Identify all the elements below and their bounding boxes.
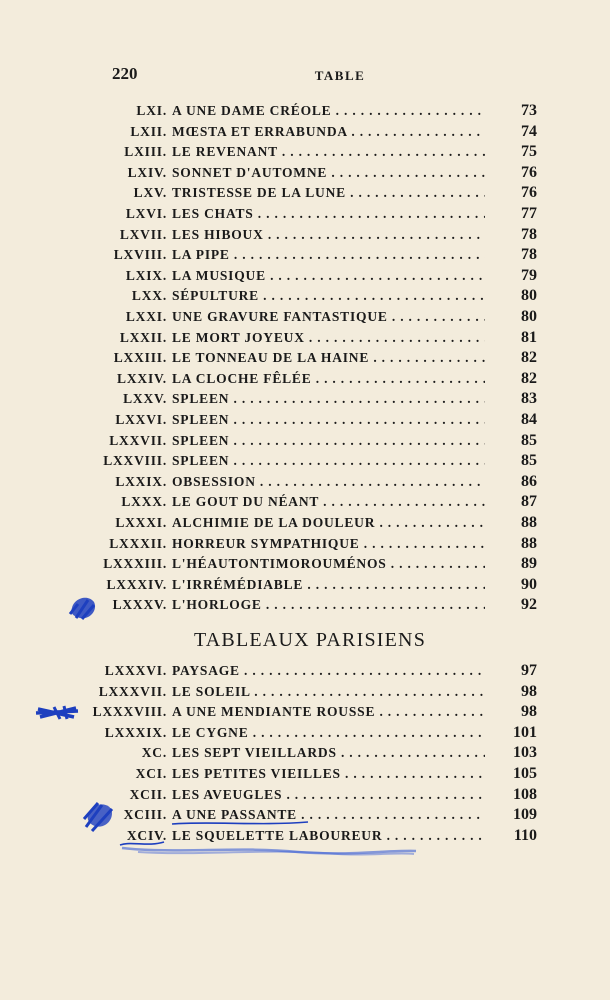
entry-number: LXIX. — [125, 267, 167, 283]
entry-title: LES AVEUGLES . . . — [172, 787, 485, 803]
entry-number: XCIV. — [126, 827, 167, 843]
entry-page: 103 — [513, 744, 537, 762]
entry-number: LXXXI. — [115, 515, 167, 530]
entry-title: LES PETITES VIEILLES . . . — [172, 766, 485, 782]
entry-number: LXXXIX. — [104, 724, 167, 740]
toc-entry — [0, 165, 610, 185]
toc-entry — [0, 474, 610, 494]
entry-page: 98 — [521, 682, 537, 700]
entry-number: LXVII. — [119, 226, 167, 242]
toc-entry — [0, 433, 610, 453]
entry-number: LXV. — [133, 185, 167, 201]
toc-entry — [0, 745, 610, 765]
entry-page: 82 — [521, 349, 537, 367]
entry-page: 97 — [521, 662, 537, 679]
toc-entry — [0, 391, 610, 411]
entry-number: XC. — [141, 745, 167, 761]
entry-page: 80 — [521, 287, 537, 305]
entry-number: LXXVI. — [115, 412, 167, 427]
entry-page: 110 — [513, 826, 537, 844]
entry-number: LXXIII. — [113, 350, 167, 366]
toc-entry — [0, 536, 610, 556]
entry-number: LXIII. — [124, 144, 167, 160]
toc-entry — [0, 663, 610, 683]
entry-page: 92 — [521, 596, 537, 614]
entry-page: 76 — [521, 184, 537, 202]
entry-page: 76 — [521, 163, 537, 181]
entry-title: A UNE DAME CRÉOLE . . . — [172, 103, 485, 119]
entry-page: 101 — [513, 723, 537, 741]
toc-entry — [0, 828, 610, 848]
entry-number: LXXII. — [119, 329, 167, 345]
entry-title: SPLEEN . . . — [172, 453, 485, 469]
entry-number: LXVI. — [125, 206, 167, 221]
entry-page: 73 — [521, 102, 537, 119]
entry-page: 77 — [521, 205, 537, 222]
entry-number: LXII. — [130, 123, 167, 139]
toc-entry — [0, 309, 610, 329]
toc-entry — [0, 288, 610, 308]
entry-page: 88 — [521, 534, 537, 552]
entry-title: SONNET D'AUTOMNE . . . — [172, 165, 485, 181]
entry-number: LXXI. — [125, 309, 167, 324]
entry-page: 81 — [521, 328, 537, 346]
entry-title: LE REVENANT . . . — [172, 144, 485, 160]
entry-page: 82 — [521, 369, 537, 387]
entry-title: UNE GRAVURE FANTASTIQUE . . . — [172, 309, 485, 325]
entry-title: TRISTESSE DE LA LUNE . . . — [172, 185, 485, 201]
entry-number: LXXV. — [123, 391, 167, 407]
entry-title: A UNE PASSANTE . . . — [172, 807, 485, 823]
entry-number: LXXXIV. — [106, 576, 167, 592]
entry-page: 74 — [521, 122, 537, 140]
running-head: TABLE — [314, 68, 366, 83]
entry-page: 90 — [521, 575, 537, 593]
toc-entry — [0, 185, 610, 205]
page-number: 220 — [112, 64, 138, 83]
toc-entry — [0, 577, 610, 597]
entry-title: LA CLOCHE FÊLÉE . . . — [172, 371, 485, 387]
toc-entry — [0, 206, 610, 226]
entry-title: PAYSAGE . . . — [172, 663, 485, 679]
entry-title: LE GOUT DU NÉANT . . . — [172, 494, 485, 510]
entry-page: 79 — [521, 266, 537, 284]
entry-title: LE SQUELETTE LABOUREUR . . . — [172, 828, 485, 844]
entry-title: LE CYGNE . . . — [172, 725, 485, 741]
toc-entry — [0, 704, 610, 724]
entry-page: 88 — [521, 514, 537, 531]
entry-title: L'HORLOGE . . . — [172, 597, 485, 613]
entry-title: LES SEPT VIEILLARDS . . . — [172, 745, 485, 761]
entry-number: LXXIX. — [115, 473, 167, 489]
entry-title: LE TONNEAU DE LA HAINE . . . — [172, 350, 485, 366]
entry-title: OBSESSION . . . — [172, 474, 485, 490]
entry-number: LXI. — [136, 103, 167, 118]
toc-entry — [0, 494, 610, 514]
toc-entry — [0, 247, 610, 267]
toc-entry — [0, 807, 610, 827]
entry-number: LXXXVI. — [104, 663, 167, 678]
entry-number: LXXVIII. — [103, 453, 167, 469]
toc-entry — [0, 787, 610, 807]
entry-number: LXXXII. — [109, 535, 167, 551]
entry-title: LA MUSIQUE . . . — [172, 268, 485, 284]
entry-page: 78 — [521, 225, 537, 243]
entry-title: L'HÉAUTONTIMOROUMÉNOS . . . — [172, 556, 485, 572]
toc-entry — [0, 597, 610, 617]
toc-entry — [0, 103, 610, 123]
entry-number: LXXXIII. — [103, 556, 167, 572]
entry-number: LXXXV. — [112, 597, 167, 613]
entry-page: 89 — [521, 555, 537, 573]
entry-page: 85 — [521, 452, 537, 470]
entry-title: LA PIPE . . . — [172, 247, 485, 263]
entry-page: 75 — [521, 143, 537, 161]
toc-entry — [0, 412, 610, 432]
section-heading: TABLEAUX PARISIENS — [193, 629, 427, 651]
entry-number: LXX. — [131, 288, 167, 304]
entry-number: XCIII. — [123, 807, 167, 823]
entry-number: LXXXVIII. — [92, 704, 167, 720]
entry-page: 80 — [521, 308, 537, 325]
entry-title: L'IRRÉMÉDIABLE . . . — [172, 577, 485, 593]
entry-page: 87 — [521, 493, 537, 511]
toc-entry — [0, 144, 610, 164]
toc-entry — [0, 766, 610, 786]
toc-entry — [0, 684, 610, 704]
entry-page: 85 — [521, 431, 537, 449]
toc-entry — [0, 268, 610, 288]
entry-number: LXVIII. — [113, 247, 167, 263]
entry-number: XCI. — [135, 766, 167, 781]
toc-entry — [0, 227, 610, 247]
entry-title: LE SOLEIL . . . — [172, 684, 485, 700]
entry-title: SPLEEN . . . — [172, 412, 485, 428]
entry-title: MŒSTA ET ERRABUNDA . . . — [172, 124, 485, 140]
toc-entry — [0, 350, 610, 370]
entry-title: SPLEEN . . . — [172, 433, 485, 449]
entry-page: 109 — [513, 806, 537, 824]
entry-title: LE MORT JOYEUX . . . — [172, 330, 485, 346]
entry-page: 98 — [521, 703, 537, 721]
entry-number: LXIV. — [127, 164, 167, 180]
entry-page: 78 — [521, 246, 537, 264]
entry-title: SPLEEN . . . — [172, 391, 485, 407]
entry-number: XCII. — [129, 786, 167, 802]
entry-page: 86 — [521, 472, 537, 490]
entry-title: A UNE MENDIANTE ROUSSE . . . — [172, 704, 485, 720]
toc-entry — [0, 371, 610, 391]
entry-page: 105 — [513, 765, 537, 782]
toc-entry — [0, 124, 610, 144]
entry-title: SÉPULTURE . . . — [172, 288, 485, 304]
entry-number: LXXIV. — [117, 370, 167, 386]
entry-title: LES HIBOUX . . . — [172, 227, 485, 243]
toc-entry — [0, 330, 610, 350]
entry-page: 108 — [513, 785, 537, 803]
entry-number: LXXX. — [121, 494, 167, 510]
toc-entry — [0, 453, 610, 473]
entry-page: 84 — [521, 411, 537, 428]
toc-entry — [0, 725, 610, 745]
entry-page: 83 — [521, 390, 537, 408]
entry-title: HORREUR SYMPATHIQUE . . . — [172, 536, 485, 552]
entry-number: LXXXVII. — [98, 683, 167, 699]
entry-number: LXXVII. — [109, 432, 167, 448]
toc-entry — [0, 556, 610, 576]
toc-entry — [0, 515, 610, 535]
entry-title: ALCHIMIE DE LA DOULEUR . . . — [172, 515, 485, 531]
entry-title: LES CHATS . . . — [172, 206, 485, 222]
